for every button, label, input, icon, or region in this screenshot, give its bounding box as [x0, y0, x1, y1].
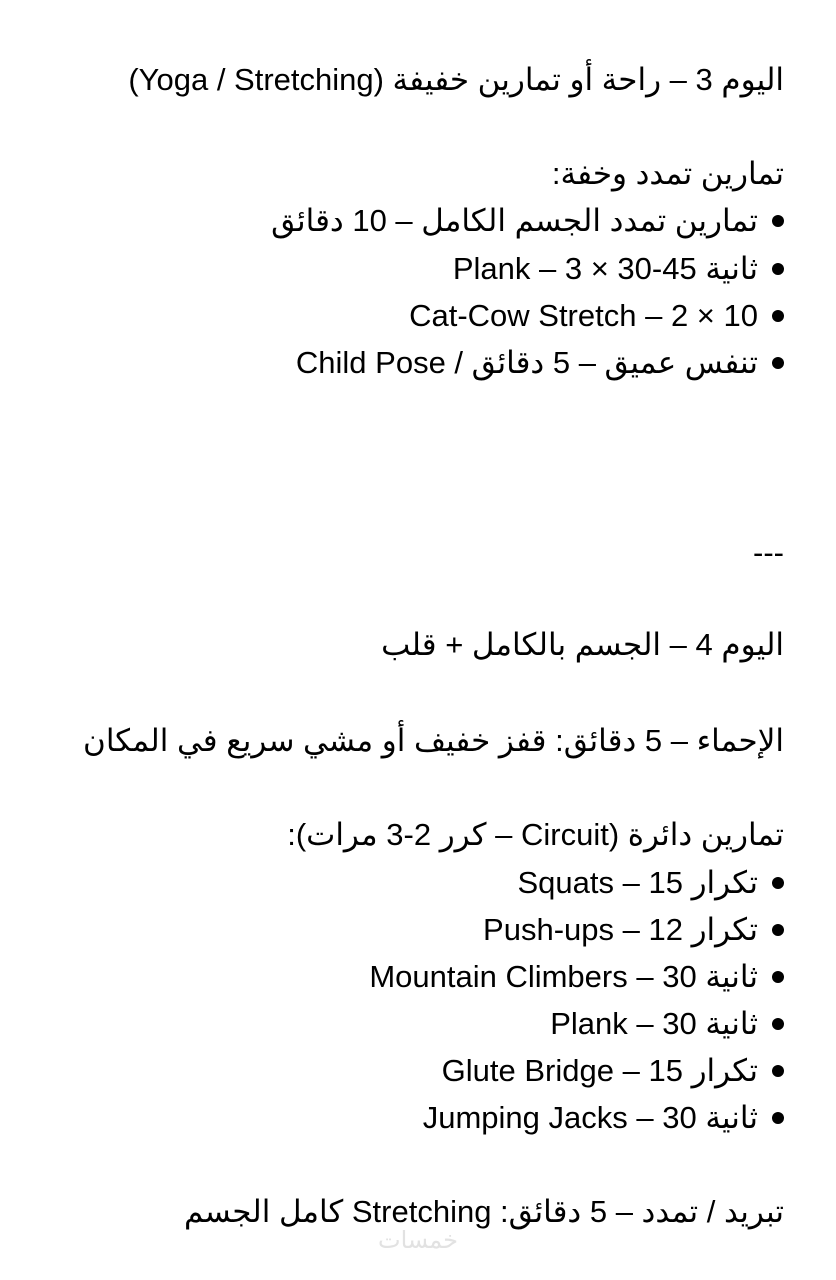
- bullet-icon: [772, 877, 784, 889]
- day4-cooldown: تبريد / تمدد – 5 دقائق: Stretching كامل الجسم: [183, 1194, 784, 1229]
- list-item-text: Jumping Jacks – 30 ثانية: [422, 1100, 758, 1135]
- list-item: [20, 957, 784, 997]
- watermark: خمسات: [377, 1227, 459, 1254]
- list-item: [20, 249, 784, 289]
- bullet-icon: [772, 924, 784, 936]
- list-item-text: Glute Bridge – 15 تكرار: [441, 1053, 758, 1088]
- list-item: [20, 910, 784, 950]
- day3-section-heading: تمارين تمدد وخفة:: [551, 156, 784, 191]
- list-item-text: Cat-Cow Stretch – 2 × 10: [409, 298, 758, 333]
- list-item: [20, 863, 784, 903]
- list-item-text: Squats – 15 تكرار: [517, 865, 758, 900]
- day4-title: اليوم 4 – الجسم بالكامل + قلب: [381, 627, 784, 662]
- list-item: [20, 1098, 784, 1138]
- separator: ---: [753, 535, 784, 570]
- list-item-text: Plank – 30 ثانية: [550, 1006, 758, 1041]
- bullet-icon: [772, 357, 784, 369]
- list-item: [20, 1004, 784, 1044]
- list-item-text: Child Pose / تنفس عميق – 5 دقائق: [295, 345, 758, 380]
- day3-title: اليوم 3 – راحة أو تمارين خفيفة (Yoga / Stretching): [128, 62, 784, 97]
- list-item-text: Mountain Climbers – 30 ثانية: [369, 959, 758, 994]
- list-item-text: تمارين تمدد الجسم الكامل – 10 دقائق: [271, 203, 758, 238]
- list-item-text: Plank – 3 × 30-45 ثانية: [452, 251, 758, 286]
- bullet-icon: [772, 1018, 784, 1030]
- bullet-icon: [772, 971, 784, 983]
- bullet-icon: [772, 1112, 784, 1124]
- list-item-text: Push-ups – 12 تكرار: [483, 912, 758, 947]
- day4-warmup: الإحماء – 5 دقائق: قفز خفيف أو مشي سريع في المكان: [83, 723, 784, 758]
- day4-circuit-heading: تمارين دائرة (Circuit – كرر 2-3 مرات):: [287, 817, 784, 852]
- bullet-icon: [772, 263, 784, 275]
- bullet-icon: [772, 215, 784, 227]
- bullet-icon: [772, 1065, 784, 1077]
- list-item: [20, 296, 784, 336]
- list-item: [20, 343, 784, 383]
- list-item: [20, 1051, 784, 1091]
- list-item: [20, 201, 784, 241]
- bullet-icon: [772, 310, 784, 322]
